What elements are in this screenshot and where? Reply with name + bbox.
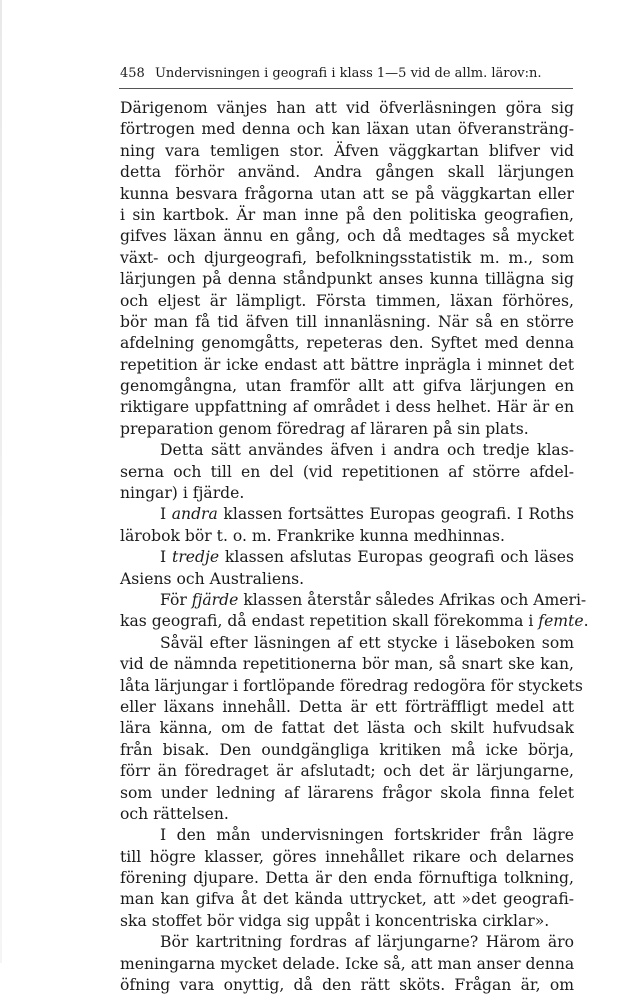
text-line: förtrogen med denna och kan läxan utan öfveransträng- <box>120 120 574 139</box>
text-line: ningar) i fjärde. <box>120 484 245 503</box>
text-line: kunna besvara frågorna utan att se på väggkartan eller <box>120 184 574 203</box>
text-run: klassen fortsättes Europas geografi. I Roths <box>217 505 574 524</box>
text-line: Bör kartritning fordras af lärjungarne? Härom äro <box>160 933 574 952</box>
text-line: ska stoffet bör vidga sig uppåt i koncentriska cirklar». <box>120 911 550 930</box>
text-line-rich <box>120 590 587 611</box>
text-line-rich <box>120 611 589 632</box>
text-line: I den mån undervisningen fortskrider från lägre <box>160 826 574 845</box>
text-line: i sin kartbok. Är man inne på den politiska geografien, <box>120 205 574 224</box>
text-line: Därigenom vänjes han att vid öfverläsningen göra sig <box>120 99 574 117</box>
text-run: klassen återstår således Afrikas och Ameri- <box>238 590 587 609</box>
text-line: preparation genom föredrag af läraren på sin plats. <box>120 419 529 438</box>
text-line: lära känna, om de fattat det lästa och skilt hufvudsak <box>120 719 574 738</box>
text-line: serna och till en del (vid repetitionen af större afdel- <box>120 462 574 481</box>
text-line: lärjungen på denna ståndpunkt anses kunna tillägna sig <box>120 270 574 289</box>
text-line: bör man få tid äfven till innanläsning. När så en större <box>120 312 574 331</box>
text-run: I <box>160 505 172 524</box>
text-line: Asiens och Australiens. <box>120 569 305 588</box>
text-line: gifves läxan ännu en gång, och då medtages så mycket <box>120 227 574 246</box>
text-line: riktigare uppfattning af området i dess helhet. Här är en <box>120 398 574 417</box>
text-line: genomgångna, utan framför allt att gifva lärjungen en <box>120 377 574 396</box>
running-title: Undervisningen i geografi i klass 1—5 vid de allm. lärov:n. <box>154 66 542 81</box>
text-line: meningarna mycket delade. Icke så, att man anser denna <box>120 954 575 973</box>
text-line: förening djupare. Detta är den enda förnuftiga tolkning, <box>120 869 574 888</box>
page-edge <box>0 0 2 963</box>
text-line: låta lärjungar i fortlöpande föredrag redogöra för styckets <box>120 676 583 695</box>
text-run: För <box>160 590 192 609</box>
emphasis: femte <box>538 612 584 631</box>
text-line: och eljest är lämpligt. Första timmen, läxan förhöres, <box>120 291 574 310</box>
emphasis: andra <box>171 505 218 524</box>
text-run: . <box>583 612 589 631</box>
text-line: man kan gifva åt det kända uttrycket, att »det geografi- <box>120 890 574 909</box>
text-line: som under ledning af lärarens frågor skola finna felet <box>120 783 574 802</box>
text-line: lärobok bör t. o. m. Frankrike kunna medhinnas. <box>120 526 505 545</box>
text-line: öfning vara onyttig, då den rätt sköts. Frågan är, om <box>120 976 574 995</box>
text-line: till högre klasser, göres innehållet rikare och delarnes <box>120 847 574 866</box>
text-line: detta förhör använd. Andra gången skall lärjungen <box>120 163 574 182</box>
text-line: från bisak. Den oundgängliga kritiken må icke börja, <box>120 740 574 759</box>
text-line: eller läxans innehåll. Detta är ett förträffligt medel att <box>120 697 574 716</box>
running-head <box>120 66 572 82</box>
text-run: I <box>160 548 173 567</box>
header-rule <box>119 88 573 89</box>
text-line: vid de nämnda repetitionerna bör man, så snart ske kan, <box>120 655 574 674</box>
text-line: Såväl efter läsningen af ett stycke i läseboken som <box>160 633 574 652</box>
text-run: klassen afslutas Europas geografi och läses <box>219 548 574 567</box>
emphasis: tredje <box>172 548 220 567</box>
text-line-rich <box>120 547 574 568</box>
text-run: kas geografi, då endast repetition skall förekomma i <box>120 612 539 631</box>
text-line: ning vara temligen stor. Äfven väggkartan blifver vid <box>120 141 574 160</box>
emphasis: fjärde <box>191 590 239 609</box>
page-number: 458 <box>120 66 145 81</box>
text-line: växt- och djurgeografi, befolkningsstatistik m. m., som <box>120 248 574 267</box>
text-line: och rättelsen. <box>120 804 229 823</box>
body-text <box>120 98 589 996</box>
text-line: förr än föredraget är afslutadt; och det är lärjungarne, <box>120 762 574 781</box>
text-line-rich <box>120 504 574 525</box>
text-line: repetition är icke endast att bättre inprägla i minnet det <box>120 355 574 374</box>
text-line: afdelning genomgåtts, repeteras den. Syftet med denna <box>120 334 574 353</box>
text-line: Detta sätt användes äfven i andra och tredje klas- <box>160 441 574 460</box>
